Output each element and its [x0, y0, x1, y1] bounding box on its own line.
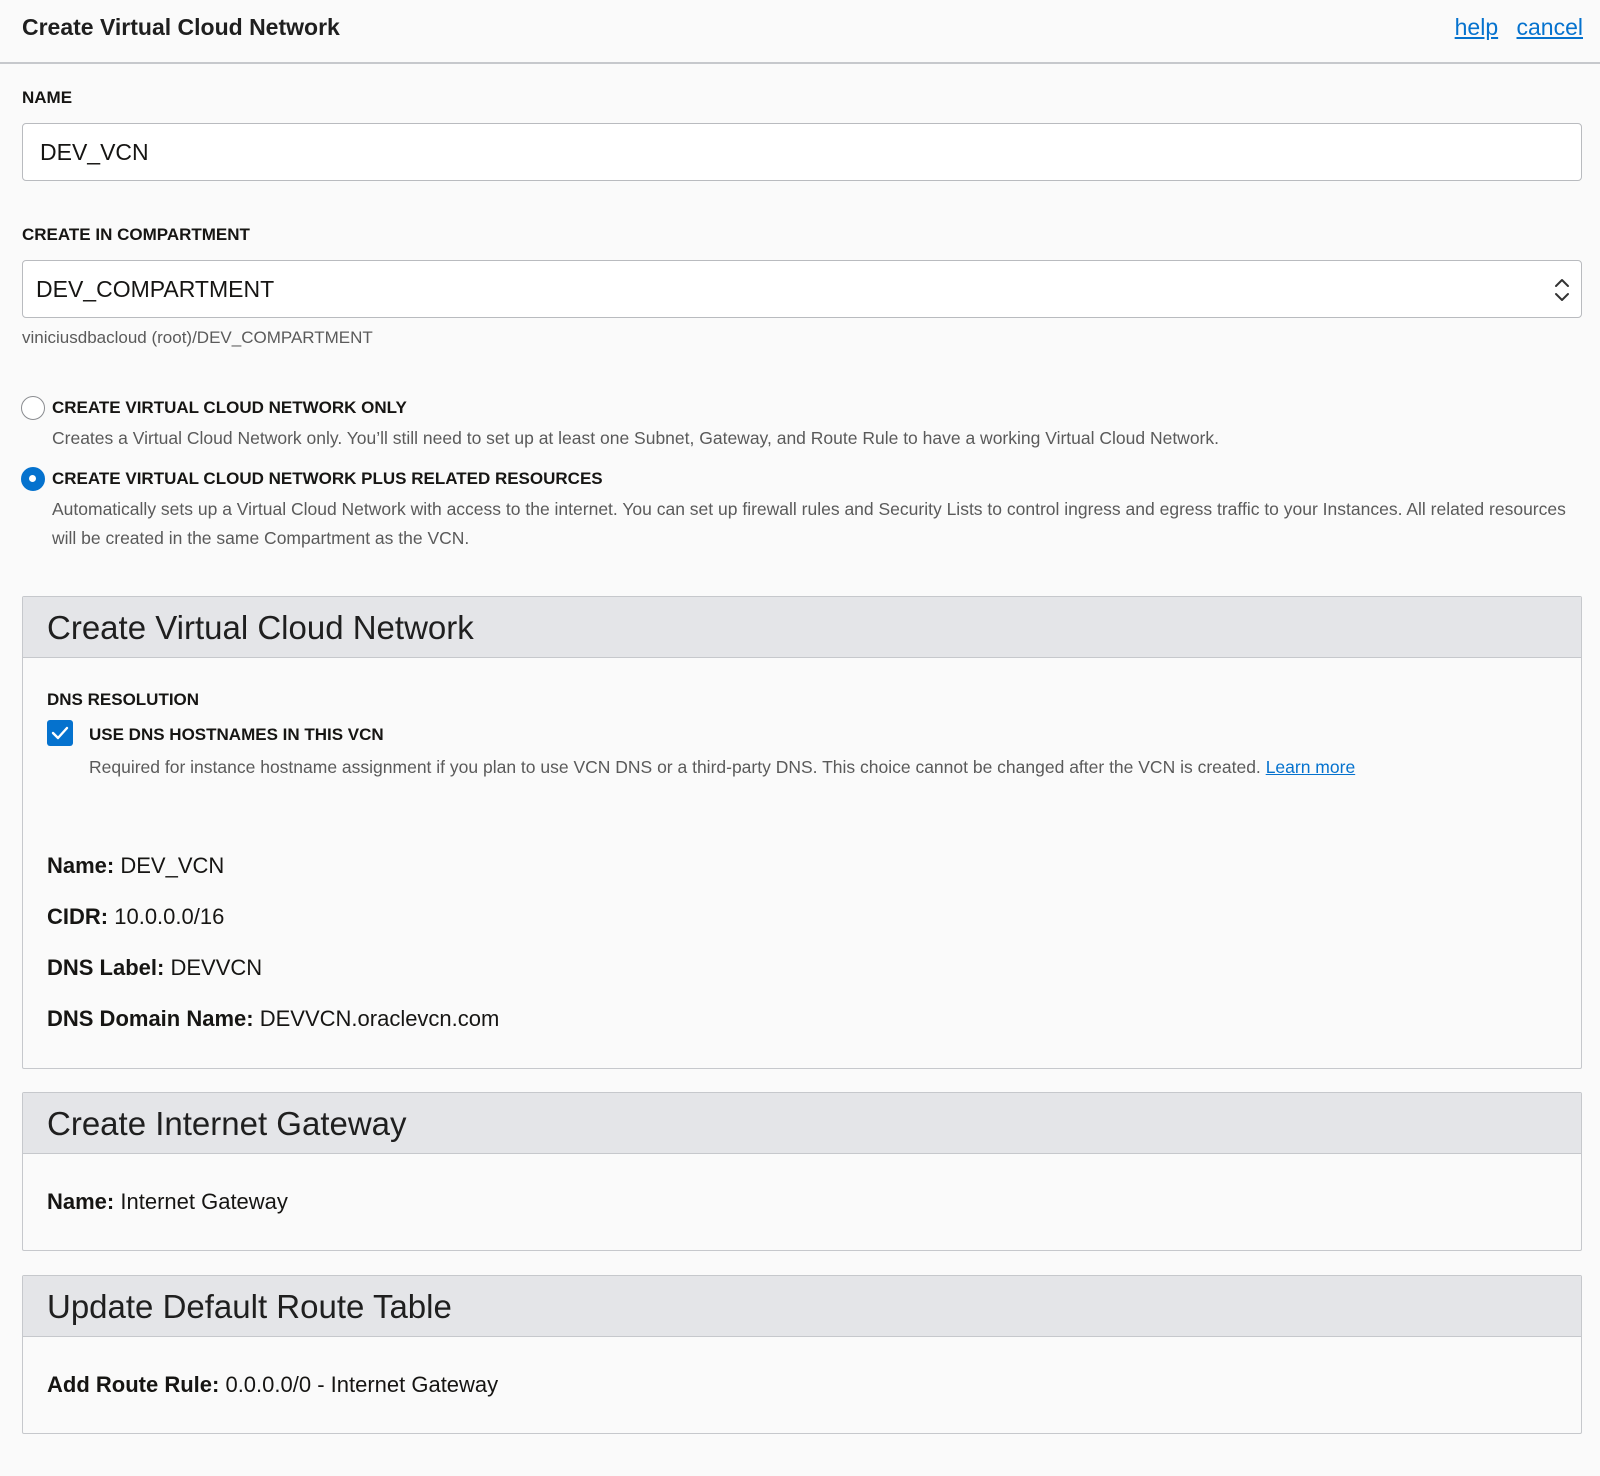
dns-hostnames-description-text: Required for instance hostname assignment if you plan to use VCN DNS or a third-party DNS. This choice cannot be changed after the VCN is created.	[89, 757, 1261, 777]
dialog-title: Create Virtual Cloud Network	[22, 14, 340, 40]
vcn-detail-dns-domain	[47, 1006, 499, 1032]
radio-vcn-only-label[interactable]: CREATE VIRTUAL CLOUD NETWORK ONLY	[52, 398, 407, 417]
route-panel-title: Update Default Route Table	[23, 1276, 1581, 1337]
checkmark-icon	[50, 723, 70, 743]
header-links	[1443, 14, 1583, 41]
compartment-select[interactable]	[22, 260, 1582, 318]
detail-value: DEVVCN.oraclevcn.com	[259, 1006, 500, 1031]
detail-key: CIDR:	[47, 904, 109, 929]
detail-key: Add Route Rule:	[47, 1372, 220, 1397]
vcn-panel-title: Create Virtual Cloud Network	[23, 597, 1581, 658]
route-panel	[22, 1275, 1582, 1434]
compartment-label: CREATE IN COMPARTMENT	[22, 225, 250, 244]
detail-value: 0.0.0.0/0 - Internet Gateway	[225, 1372, 499, 1397]
name-label: NAME	[22, 88, 73, 107]
detail-value: Internet Gateway	[120, 1189, 288, 1214]
detail-key: Name:	[47, 853, 115, 878]
dns-hostnames-description	[89, 757, 1355, 778]
detail-key: DNS Domain Name:	[47, 1006, 254, 1031]
dns-hostnames-checkbox[interactable]	[47, 720, 73, 746]
learn-more-link[interactable]: Learn more	[1265, 757, 1356, 777]
name-input[interactable]	[22, 123, 1582, 181]
radio-vcn-plus-resources[interactable]	[21, 467, 45, 491]
compartment-select-value: DEV_COMPARTMENT	[36, 276, 275, 302]
vcn-detail-name	[47, 853, 224, 879]
vcn-panel	[22, 596, 1582, 1069]
vcn-detail-cidr	[47, 904, 224, 930]
detail-value: DEVVCN	[170, 955, 263, 980]
route-detail-rule	[47, 1372, 498, 1398]
radio-vcn-plus-resources-label[interactable]: CREATE VIRTUAL CLOUD NETWORK PLUS RELATED RESOURCES	[52, 469, 603, 488]
detail-value: 10.0.0.0/16	[114, 904, 225, 929]
radio-vcn-only-description: Creates a Virtual Cloud Network only. You’ll still need to set up at least one Subnet, Gateway, and Route Rule to have a working Virtual Cloud Network.	[52, 428, 1219, 448]
detail-key: Name:	[47, 1189, 115, 1214]
detail-value: DEV_VCN	[120, 853, 225, 878]
help-link[interactable]: help	[1454, 14, 1499, 40]
cancel-link[interactable]: cancel	[1516, 14, 1583, 40]
vcn-detail-dns-label	[47, 955, 262, 981]
radio-vcn-plus-resources-description: Automatically sets up a Virtual Cloud Network with access to the internet. You can set up firewall rules and Security Lists to control ingress and egress traffic to your Instances. All related resources will be created in the same Compartment as the VCN.	[52, 499, 1566, 548]
compartment-path: viniciusdbacloud (root)/DEV_COMPARTMENT	[22, 328, 373, 347]
gateway-detail-name	[47, 1189, 288, 1215]
detail-key: DNS Label:	[47, 955, 165, 980]
gateway-panel-title: Create Internet Gateway	[23, 1093, 1581, 1154]
select-arrows-icon	[1553, 276, 1571, 304]
radio-vcn-only[interactable]	[21, 396, 45, 420]
dialog-header	[0, 0, 1600, 64]
gateway-panel	[22, 1092, 1582, 1251]
dns-hostnames-label[interactable]: USE DNS HOSTNAMES IN THIS VCN	[89, 725, 384, 744]
dns-resolution-label: DNS RESOLUTION	[47, 690, 200, 709]
